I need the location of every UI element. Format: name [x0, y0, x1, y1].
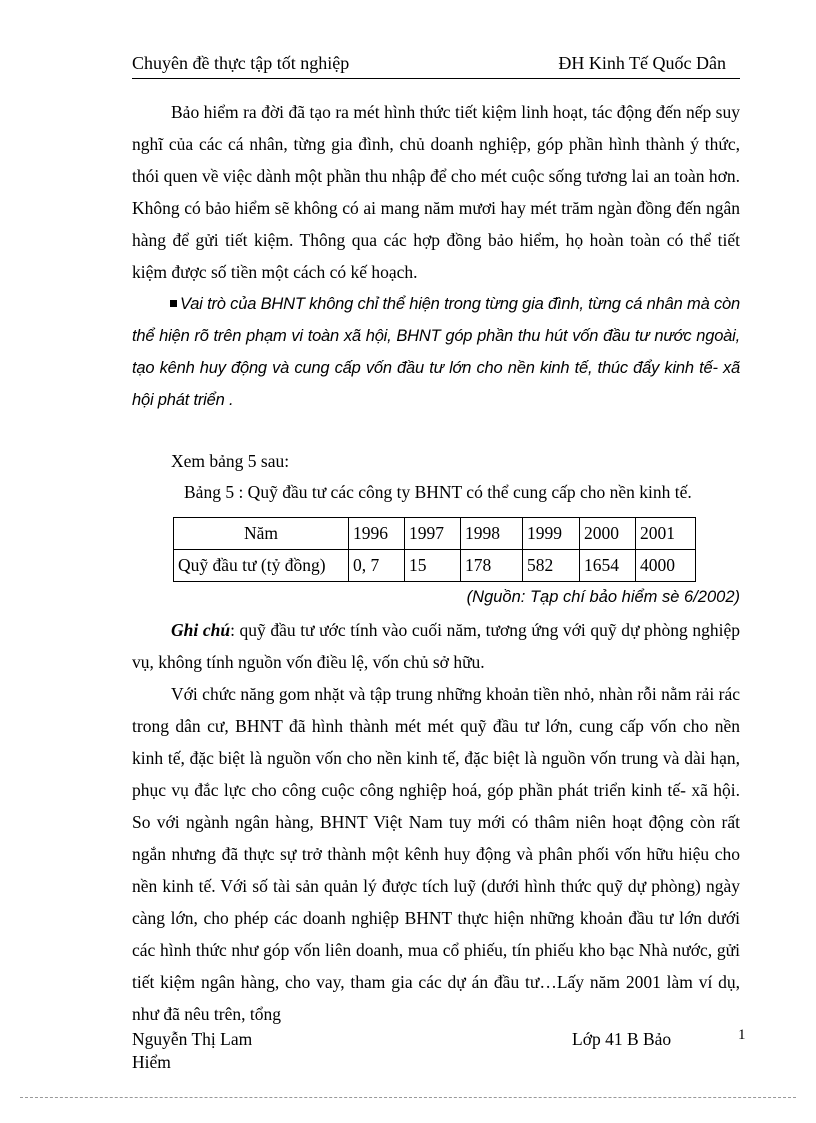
note-label: Ghi chú — [171, 620, 231, 640]
paragraph-fund-role: Với chức năng gom nhặt và tập trung những khoản tiền nhỏ, nhàn rỗi nằm rải rác trong dân cư, BHNT đã hình thành mét mét quỹ đầu tư lớn, cung cấp vốn cho nền kinh tế, đặc biệt là nguồn vốn cho nền kinh tế, đặc biệt là nguồn vốn trung và dài hạn, phục vụ đắc lực cho công cuộc công nghiệp hoá, góp phần phát triển kinh tế- xã hội. So với ngành ngân hàng, BHNT Việt Nam tuy mới có thâm niên hoạt động còn rất ngắn nhưng đã thực sự trở thành một kênh huy động và phân phối vốn hữu hiệu cho nền kinh tế. Với số tài sản quản lý được tích luỹ (dưới hình thức quỹ dự phòng) ngày càng lớn, cho phép các doanh nghiệp BHNT thực hiện những khoản đầu tư lớn dưới các hình thức như góp vốn liên doanh, mua cổ phiếu, tín phiếu kho bạc Nhà nước, gửi tiết kiệm ngân hàng, cho vay, tham gia các dự án đầu tư…Lấy năm 2001 làm ví dụ, như đã nêu trên, tổng — [132, 684, 740, 1024]
investment-fund-table — [173, 517, 696, 582]
header-thesis-title: Chuyên đề thực tập tốt nghiệp — [132, 53, 350, 73]
see-table-text: Xem bảng 5 sau: — [171, 451, 290, 471]
bullet-square-icon — [170, 300, 177, 307]
table-value-cell: 582 — [523, 550, 580, 582]
table-value-cell: 1654 — [580, 550, 636, 582]
page-header — [132, 52, 740, 79]
table-year-cell: 2001 — [636, 518, 696, 550]
table-year-cell: 1999 — [523, 518, 580, 550]
table-header-row — [174, 518, 696, 550]
table-row-label: Quỹ đầu tư (tỷ đồng) — [174, 550, 349, 582]
paragraph-savings: Bảo hiểm ra đời đã tạo ra mét hình thức tiết kiệm linh hoạt, tác động đến nếp suy nghĩ của các cá nhân, từng gia đình, chủ doanh nghiệp, góp phần hình thành ý thức, thói quen về việc dành một phần thu nhập để cho mét cuộc sống tương lai an toàn hơn. Không có bảo hiểm sẽ không có ai mang năm mươi hay mét trăm ngàn đồng đến ngân hàng để gửi tiết kiệm. Thông qua các hợp đồng bảo hiểm, họ hoàn toàn có thể tiết kiệm được số tiền một cách có kế hoạch. — [132, 102, 740, 282]
table-value-cell: 0, 7 — [349, 550, 405, 582]
table-year-cell: 1997 — [405, 518, 461, 550]
table-header-label: Năm — [174, 518, 349, 550]
italic-paragraph-text: Vai trò của BHNT không chỉ thể hiện trong từng gia đình, từng cá nhân mà còn thể hiện rõ trên phạm vi toàn xã hội, BHNT góp phần thu hút vốn đầu tư nước ngoài, tạo kênh huy động và cung cấp vốn đầu tư lớn cho nền kinh tế, thúc đẩy kinh tế- xã hội phát triển . — [132, 295, 740, 409]
note-paragraph — [132, 614, 740, 678]
page-break-divider — [20, 1097, 796, 1098]
italic-paragraph-role — [132, 288, 740, 416]
table-year-cell: 2000 — [580, 518, 636, 550]
table-caption: Bảng 5 : Quỹ đầu tư các công ty BHNT có thể cung cấp cho nền kinh tế. — [184, 482, 692, 502]
header-university: ĐH Kinh Tế Quốc Dân — [558, 53, 726, 73]
note-text: : quỹ đầu tư ước tính vào cuối năm, tương ứng với quỹ dự phòng nghiệp vụ, không tính nguồn vốn điều lệ, vốn chủ sở hữu. — [132, 620, 740, 672]
table-source: (Nguồn: Tạp chí bảo hiểm sè 6/2002) — [466, 588, 740, 606]
footer-author-name-cont: Hiểm — [132, 1052, 171, 1072]
table-value-cell: 4000 — [636, 550, 696, 582]
table-data-row — [174, 550, 696, 582]
table-year-cell: 1998 — [461, 518, 523, 550]
table-value-cell: 15 — [405, 550, 461, 582]
footer-class: Lớp 41 B Bảo — [572, 1029, 672, 1049]
footer-author-name: Nguyễn Thị Lam — [132, 1029, 253, 1049]
page-number: 1 — [738, 1027, 746, 1043]
table-value-cell: 178 — [461, 550, 523, 582]
table-year-cell: 1996 — [349, 518, 405, 550]
